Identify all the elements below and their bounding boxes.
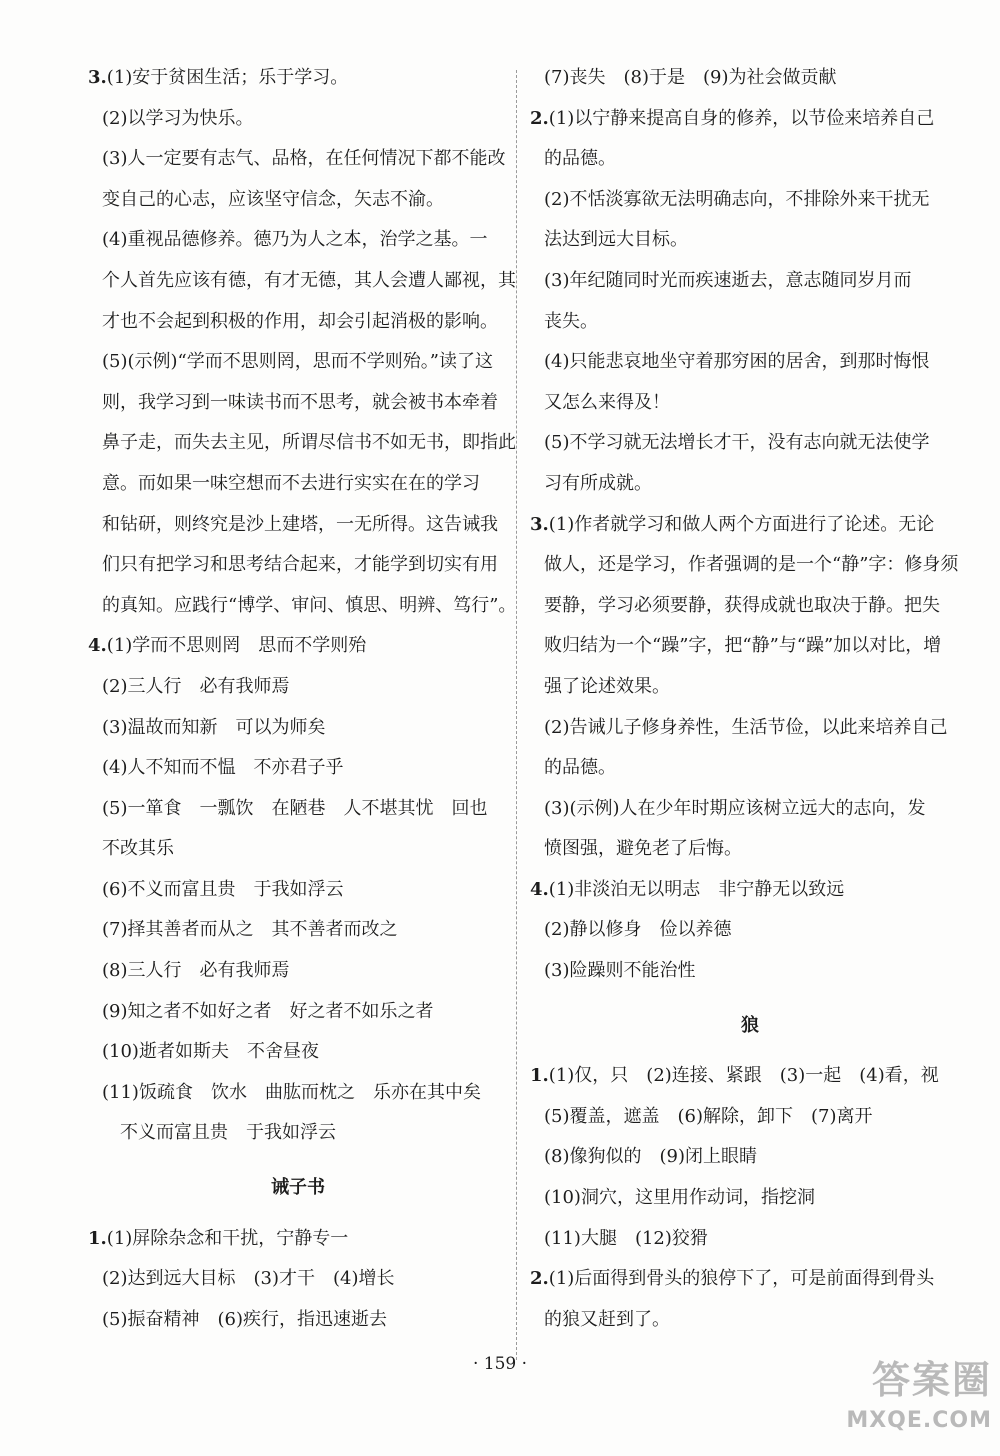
lang-answers <box>530 1056 970 1340</box>
answer-line <box>530 1097 970 1138</box>
answer-line <box>88 626 508 667</box>
answer-line <box>88 829 508 870</box>
column-divider <box>516 70 517 1360</box>
answer-text: (4)人不知而不愠 不亦君子乎 <box>102 757 344 779</box>
answer-text: (2)达到远大目标 (3)才干 (4)增长 <box>102 1268 395 1290</box>
answer-line <box>530 1056 970 1097</box>
answer-text: (2)告诫儿子修身养性，生活节俭，以此来培养自己 <box>544 716 948 738</box>
question-number: 3. <box>88 67 107 88</box>
answer-line <box>530 789 970 830</box>
answer-line <box>88 302 508 343</box>
answer-line <box>530 1219 970 1260</box>
answer-text: (1)仅，只 (2)连接、紧跟 (3)一起 (4)看，视 <box>548 1065 939 1087</box>
answer-text: (4)只能悲哀地坐守着那穷困的居舍，到那时悔恨 <box>544 351 930 373</box>
answer-text: 又怎么来得及！ <box>544 391 670 413</box>
answer-text: (3)险躁则不能治性 <box>544 960 696 982</box>
answer-line <box>88 586 517 627</box>
left-answers <box>88 58 517 1154</box>
answer-text: 败归结为一个“躁”字，把“静”与“躁”加以对比，增 <box>544 635 942 657</box>
jiezishu-answers <box>88 1219 508 1341</box>
answer-line <box>530 99 970 140</box>
answer-line <box>530 1178 970 1219</box>
answer-line <box>530 626 970 667</box>
answer-line <box>88 1300 508 1341</box>
answer-line <box>88 992 508 1033</box>
answer-text: (5)不学习就无法增长才干，没有志向就无法使学 <box>544 432 930 454</box>
answer-text: 才也不会起到积极的作用，却会引起消极的影响。 <box>102 310 498 332</box>
answer-line <box>88 1032 508 1073</box>
answer-text: (3)年纪随同时光而疾速逝去，意志随同岁月而 <box>544 269 912 291</box>
answer-text: 做人，还是学习，作者强调的是一个“静”字：修身须 <box>544 554 959 576</box>
answer-line <box>530 545 970 586</box>
answer-text: 的真知。应践行“博学、审问、慎思、明辨、笃行”。 <box>102 594 517 616</box>
answer-text: (1)安于贫困生活；乐于学习。 <box>106 67 349 88</box>
question-number: 4. <box>88 635 107 657</box>
answer-text: (8)三人行 必有我师焉 <box>102 960 290 982</box>
answer-text: 们只有把学习和思考结合起来，才能学到切实有用 <box>102 554 498 576</box>
answer-line <box>88 1113 508 1154</box>
answer-line <box>530 505 970 546</box>
question-number: 2. <box>530 107 549 129</box>
answer-text: (1)作者就学习和做人两个方面进行了论述。无论 <box>548 513 935 535</box>
answer-text: (1)非淡泊无以明志 非宁静无以致远 <box>548 878 845 900</box>
section-heading-lang: 狼 <box>741 1014 759 1036</box>
answer-text: (11)饭疏食 饮水 曲肱而枕之 乐亦在其中矣 <box>102 1081 481 1103</box>
answer-line <box>530 423 970 464</box>
answer-text: (2)不恬淡寡欲无法明确志向，不排除外来干扰无 <box>544 188 930 210</box>
answer-text: 和钻研，则终究是沙上建塔，一无所得。这告诫我 <box>102 513 498 535</box>
answer-text: 意。而如果一味空想而不去进行实实在在的学习 <box>102 472 480 494</box>
answer-line <box>530 464 970 505</box>
question-number: 2. <box>530 1268 549 1290</box>
answer-text: 的狼又赶到了。 <box>544 1308 670 1330</box>
answer-line <box>88 342 508 383</box>
answer-line <box>88 261 516 302</box>
answer-text: (7)丧失 (8)于是 (9)为社会做贡献 <box>544 67 837 88</box>
question-number: 1. <box>88 1227 107 1249</box>
answer-text: (5)振奋精神 (6)疾行，指迅速逝去 <box>102 1308 387 1330</box>
watermark-logo <box>842 1354 992 1450</box>
answer-line <box>530 748 970 789</box>
answer-line <box>530 1259 970 1300</box>
answer-text: (3)温故而知新 可以为师矣 <box>102 716 326 738</box>
answer-line <box>88 505 508 546</box>
answer-text: (5)一箪食 一瓢饮 在陋巷 人不堪其忧 回也 <box>102 797 488 819</box>
answer-line <box>88 708 508 749</box>
answer-line <box>530 261 970 302</box>
question-number: 4. <box>530 878 549 900</box>
answer-text: (2)静以修身 俭以养德 <box>544 919 732 941</box>
answer-line <box>530 586 970 627</box>
answer-line <box>530 342 970 383</box>
answer-line <box>530 139 970 180</box>
answer-line <box>530 220 970 261</box>
answer-line <box>88 464 508 505</box>
answer-line <box>88 1219 508 1260</box>
answer-text: 个人首先应该有德，有才无德，其人会遭人鄙视，其 <box>102 269 516 291</box>
section-heading-jiezishu: 诫子书 <box>271 1177 325 1199</box>
answer-text: (2)以学习为快乐。 <box>102 107 254 129</box>
answer-line <box>88 667 508 708</box>
answer-text: (4)重视品德修养。德乃为人之本，治学之基。一 <box>102 229 488 251</box>
answer-text: 要静，学习必须要静，获得成就也取决于静。把失 <box>544 594 940 616</box>
answer-text: (8)像狗似的 (9)闭上眼睛 <box>544 1146 757 1168</box>
answer-line <box>530 180 970 221</box>
answer-line <box>88 545 508 586</box>
answer-text: (1)屏除杂念和干扰，宁静专一 <box>106 1227 349 1249</box>
answer-text: 鼻子走，而失去主见，所谓尽信书不如无书，即指此 <box>102 432 516 454</box>
answer-text: (2)三人行 必有我师焉 <box>102 675 290 697</box>
answer-line <box>88 870 508 911</box>
question-number: 1. <box>530 1065 549 1087</box>
answer-line <box>88 1259 508 1300</box>
right-column <box>530 58 970 1340</box>
answer-text: (11)大腿 (12)狡猾 <box>544 1227 708 1249</box>
answer-line <box>88 139 508 180</box>
answer-text: 不义而富且贵 于我如浮云 <box>120 1122 336 1144</box>
answer-line <box>88 748 508 789</box>
answer-text: 丧失。 <box>544 310 598 332</box>
answer-text: (6)不义而富且贵 于我如浮云 <box>102 878 344 900</box>
answer-line <box>530 1300 970 1341</box>
answer-text: 的品德。 <box>544 148 616 170</box>
answer-text: 愤图强，避免老了后悔。 <box>544 838 742 860</box>
page-number: · 159 · <box>472 1354 528 1374</box>
answer-line <box>530 58 970 99</box>
answer-line <box>530 1137 970 1178</box>
answer-text: (5)(示例)“学而不思则罔，思而不学则殆。”读了这 <box>102 351 493 373</box>
answer-line <box>88 910 508 951</box>
answer-line <box>530 302 970 343</box>
answer-text: (3)人一定要有志气、品格，在任何情况下都不能改 <box>102 148 506 170</box>
answer-text: 则，我学习到一味读书而不思考，就会被书本牵着 <box>102 391 498 413</box>
answer-text: 习有所成就。 <box>544 472 652 494</box>
answer-text: (1)学而不思则罔 思而不学则殆 <box>106 635 367 657</box>
answer-text: (10)洞穴，这里用作动词，指挖洞 <box>544 1187 815 1209</box>
answer-text: (1)后面得到骨头的狼停下了，可是前面得到骨头 <box>548 1268 935 1290</box>
question-number: 3. <box>530 513 549 535</box>
right-answers <box>530 58 970 992</box>
answer-line <box>530 667 970 708</box>
answer-line <box>530 708 970 749</box>
answer-line <box>88 1073 508 1114</box>
answer-line <box>88 99 508 140</box>
answer-line <box>530 910 970 951</box>
answer-line <box>88 180 508 221</box>
answer-line <box>88 951 508 992</box>
answer-text: (5)覆盖，遮盖 (6)解除，卸下 (7)离开 <box>544 1105 873 1127</box>
answer-line <box>88 383 508 424</box>
answer-text: (9)知之者不如好之者 好之者不如乐之者 <box>102 1000 434 1022</box>
answer-line <box>88 220 508 261</box>
answer-text: (1)以宁静来提高自身的修养，以节俭来培养自己 <box>548 107 935 129</box>
answer-text: 法达到远大目标。 <box>544 229 688 251</box>
answer-text: 变自己的心志，应该坚守信念，矢志不渝。 <box>102 188 444 210</box>
answer-line <box>88 58 508 99</box>
answer-text: (7)择其善者而从之 其不善者而改之 <box>102 919 398 941</box>
answer-text: (10)逝者如斯夫 不舍昼夜 <box>102 1041 319 1063</box>
answer-text: 强了论述效果。 <box>544 675 670 697</box>
answer-line <box>530 829 970 870</box>
answer-text: (3)(示例)人在少年时期应该树立远大的志向，发 <box>544 797 926 819</box>
left-column <box>88 58 517 1340</box>
answer-line <box>530 951 970 992</box>
answer-text: 的品德。 <box>544 757 616 779</box>
answer-line <box>530 383 970 424</box>
watermark-text-bottom: MXQE.COM <box>846 1408 992 1433</box>
answer-line <box>88 789 508 830</box>
answer-line <box>88 423 516 464</box>
watermark-text-top: 答案圈 <box>871 1358 992 1402</box>
answer-line <box>530 870 970 911</box>
answer-text: 不改其乐 <box>102 838 174 860</box>
